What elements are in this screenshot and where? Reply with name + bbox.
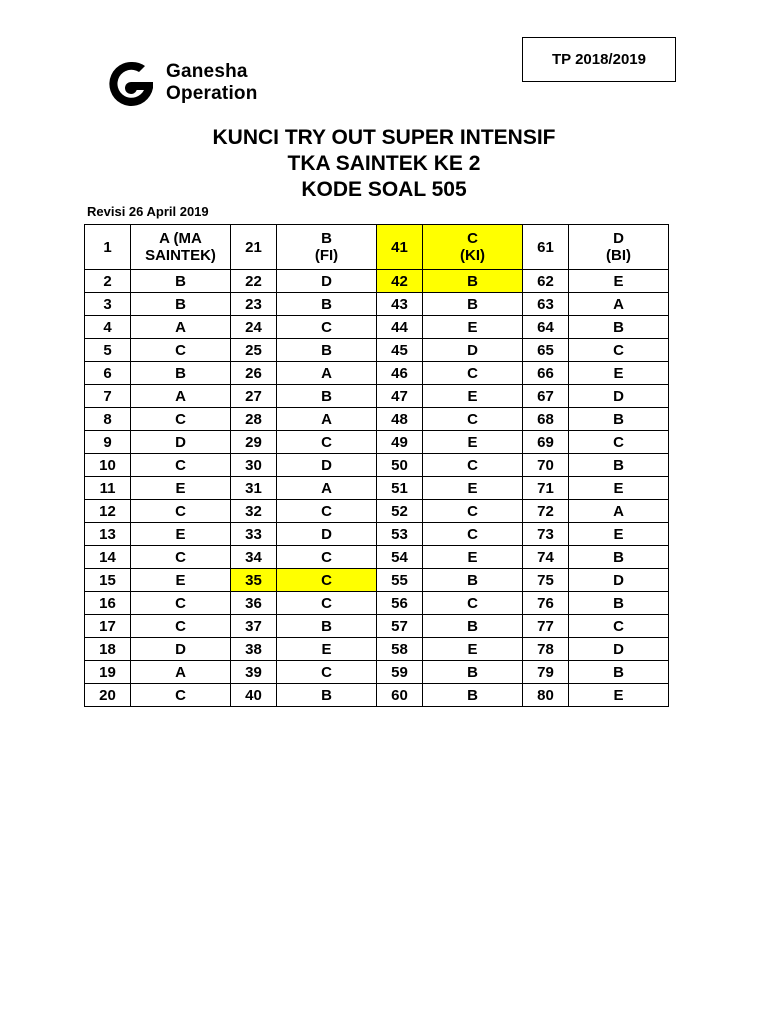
question-number-cell: 43	[377, 293, 423, 316]
answer-cell: C	[131, 684, 231, 707]
answer-cell: D	[131, 638, 231, 661]
question-number-cell: 78	[523, 638, 569, 661]
question-number-cell: 70	[523, 454, 569, 477]
question-number-cell: 27	[231, 385, 277, 408]
question-number-cell: 50	[377, 454, 423, 477]
answer-key-table	[84, 224, 669, 707]
question-number-cell: 8	[85, 408, 131, 431]
question-number-cell: 80	[523, 684, 569, 707]
answer-cell: E	[423, 431, 523, 454]
header-subject-d-line2: (BI)	[606, 247, 631, 264]
answer-cell: E	[131, 569, 231, 592]
question-number-cell: 31	[231, 477, 277, 500]
question-number-cell: 38	[231, 638, 277, 661]
answer-cell: C	[131, 592, 231, 615]
answer-cell: B	[569, 546, 669, 569]
question-number-cell: 68	[523, 408, 569, 431]
answer-cell: C	[277, 569, 377, 592]
ganesha-operation-logo	[103, 58, 273, 110]
answer-cell: A	[131, 385, 231, 408]
title-line3: KODE SOAL 505	[301, 178, 467, 201]
answer-cell: B	[423, 293, 523, 316]
question-number-cell: 73	[523, 523, 569, 546]
table-row	[85, 408, 669, 431]
answer-cell: B	[277, 385, 377, 408]
question-number-cell: 47	[377, 385, 423, 408]
question-number-cell: 39	[231, 661, 277, 684]
header-subject-d-line1: D	[613, 230, 624, 247]
question-number-cell: 54	[377, 546, 423, 569]
question-number-cell: 58	[377, 638, 423, 661]
answer-cell: D	[569, 385, 669, 408]
answer-cell: D	[277, 270, 377, 293]
question-number-cell: 4	[85, 316, 131, 339]
question-number-cell: 63	[523, 293, 569, 316]
answer-cell: E	[569, 523, 669, 546]
table-row	[85, 431, 669, 454]
question-number-cell: 34	[231, 546, 277, 569]
answer-cell: C	[423, 592, 523, 615]
answer-cell: C	[131, 454, 231, 477]
answer-cell: B	[569, 408, 669, 431]
table-row	[85, 270, 669, 293]
title-line2: TKA SAINTEK KE 2	[287, 152, 481, 175]
answer-cell: C	[569, 431, 669, 454]
header-number-1: 1	[85, 225, 131, 270]
answer-cell: C	[569, 615, 669, 638]
answer-cell: C	[277, 592, 377, 615]
answer-cell: A	[569, 500, 669, 523]
answer-cell: B	[423, 684, 523, 707]
answer-cell: A	[277, 408, 377, 431]
question-number-cell: 79	[523, 661, 569, 684]
question-number-cell: 71	[523, 477, 569, 500]
question-number-cell: 52	[377, 500, 423, 523]
answer-cell: D	[131, 431, 231, 454]
question-number-cell: 75	[523, 569, 569, 592]
title-line1: KUNCI TRY OUT SUPER INTENSIF	[212, 126, 556, 149]
question-number-cell: 18	[85, 638, 131, 661]
tp-year-box	[522, 37, 676, 82]
table-row	[85, 546, 669, 569]
table-row	[85, 454, 669, 477]
answer-cell: A	[131, 661, 231, 684]
answer-cell: C	[423, 454, 523, 477]
answer-cell: B	[569, 592, 669, 615]
table-row	[85, 385, 669, 408]
answer-cell: B	[423, 661, 523, 684]
question-number-cell: 23	[231, 293, 277, 316]
question-number-cell: 6	[85, 362, 131, 385]
tp-label: TP 2018/2019	[552, 51, 646, 68]
answer-cell: A	[569, 293, 669, 316]
question-number-cell: 64	[523, 316, 569, 339]
question-number-cell: 40	[231, 684, 277, 707]
table-row	[85, 592, 669, 615]
answer-cell: A	[277, 362, 377, 385]
answer-cell: B	[131, 293, 231, 316]
question-number-cell: 76	[523, 592, 569, 615]
answer-cell: E	[277, 638, 377, 661]
answer-cell: E	[569, 270, 669, 293]
question-number-cell: 72	[523, 500, 569, 523]
question-number-cell: 66	[523, 362, 569, 385]
question-number-cell: 60	[377, 684, 423, 707]
answer-cell: C	[423, 523, 523, 546]
answer-cell: E	[569, 362, 669, 385]
header-subject-c	[423, 225, 523, 270]
table-row	[85, 684, 669, 707]
question-number-cell: 13	[85, 523, 131, 546]
answer-cell: E	[423, 546, 523, 569]
answer-cell: C	[569, 339, 669, 362]
question-number-cell: 56	[377, 592, 423, 615]
answer-cell: D	[569, 569, 669, 592]
question-number-cell: 44	[377, 316, 423, 339]
answer-cell: E	[131, 523, 231, 546]
answer-cell: A	[277, 477, 377, 500]
answer-cell: C	[423, 500, 523, 523]
brand-line2: Operation	[166, 83, 258, 104]
answer-cell: C	[131, 546, 231, 569]
answer-cell: E	[423, 385, 523, 408]
document-title	[0, 125, 768, 203]
revision-note: Revisi 26 April 2019	[87, 204, 209, 219]
answer-cell: D	[277, 454, 377, 477]
answer-cell: B	[277, 293, 377, 316]
question-number-cell: 7	[85, 385, 131, 408]
answer-cell: B	[569, 661, 669, 684]
header-subject-c-line2: (KI)	[460, 247, 485, 264]
answer-cell: C	[277, 661, 377, 684]
brand-name	[166, 61, 258, 105]
question-number-cell: 36	[231, 592, 277, 615]
table-row	[85, 500, 669, 523]
table-header-row	[85, 225, 669, 270]
table-row	[85, 661, 669, 684]
answer-cell: E	[569, 477, 669, 500]
answer-cell: C	[277, 316, 377, 339]
answer-cell: C	[131, 339, 231, 362]
question-number-cell: 35	[231, 569, 277, 592]
question-number-cell: 55	[377, 569, 423, 592]
table-row	[85, 615, 669, 638]
question-number-cell: 48	[377, 408, 423, 431]
table-row	[85, 477, 669, 500]
question-number-cell: 29	[231, 431, 277, 454]
question-number-cell: 19	[85, 661, 131, 684]
question-number-cell: 9	[85, 431, 131, 454]
table-row	[85, 339, 669, 362]
answer-cell: B	[131, 270, 231, 293]
question-number-cell: 65	[523, 339, 569, 362]
answer-cell: B	[277, 339, 377, 362]
question-number-cell: 33	[231, 523, 277, 546]
question-number-cell: 15	[85, 569, 131, 592]
answer-cell: C	[277, 546, 377, 569]
answer-cell: E	[131, 477, 231, 500]
answer-cell: B	[277, 615, 377, 638]
header-subject-d	[569, 225, 669, 270]
answer-cell: C	[131, 615, 231, 638]
question-number-cell: 17	[85, 615, 131, 638]
question-number-cell: 77	[523, 615, 569, 638]
question-number-cell: 14	[85, 546, 131, 569]
answer-cell: B	[277, 684, 377, 707]
header-subject-a-line1: A (MA	[159, 230, 202, 247]
answer-cell: C	[423, 408, 523, 431]
table-row	[85, 293, 669, 316]
header-subject-b-line1: B	[321, 230, 332, 247]
question-number-cell: 26	[231, 362, 277, 385]
question-number-cell: 24	[231, 316, 277, 339]
answer-cell: C	[277, 500, 377, 523]
question-number-cell: 12	[85, 500, 131, 523]
question-number-cell: 25	[231, 339, 277, 362]
answer-cell: D	[569, 638, 669, 661]
answer-cell: C	[131, 408, 231, 431]
header-subject-a-line2: SAINTEK)	[145, 247, 216, 264]
answer-cell: B	[131, 362, 231, 385]
question-number-cell: 46	[377, 362, 423, 385]
header-subject-b	[277, 225, 377, 270]
question-number-cell: 3	[85, 293, 131, 316]
answer-cell: B	[423, 569, 523, 592]
question-number-cell: 69	[523, 431, 569, 454]
answer-cell: C	[277, 431, 377, 454]
answer-cell: B	[569, 454, 669, 477]
question-number-cell: 22	[231, 270, 277, 293]
brand-line1: Ganesha	[166, 61, 248, 82]
table-row	[85, 316, 669, 339]
header-number-61: 61	[523, 225, 569, 270]
question-number-cell: 57	[377, 615, 423, 638]
table-row	[85, 638, 669, 661]
answer-cell: D	[423, 339, 523, 362]
question-number-cell: 5	[85, 339, 131, 362]
question-number-cell: 11	[85, 477, 131, 500]
answer-cell: C	[423, 362, 523, 385]
answer-cell: D	[277, 523, 377, 546]
question-number-cell: 10	[85, 454, 131, 477]
question-number-cell: 20	[85, 684, 131, 707]
question-number-cell: 42	[377, 270, 423, 293]
question-number-cell: 53	[377, 523, 423, 546]
header-subject-a	[131, 225, 231, 270]
question-number-cell: 30	[231, 454, 277, 477]
header-subject-b-line2: (FI)	[314, 247, 339, 264]
answer-cell: B	[423, 615, 523, 638]
question-number-cell: 67	[523, 385, 569, 408]
question-number-cell: 45	[377, 339, 423, 362]
question-number-cell: 28	[231, 408, 277, 431]
question-number-cell: 74	[523, 546, 569, 569]
answer-cell: A	[131, 316, 231, 339]
question-number-cell: 49	[377, 431, 423, 454]
answer-cell: E	[569, 684, 669, 707]
header-number-41: 41	[377, 225, 423, 270]
answer-cell: B	[569, 316, 669, 339]
answer-cell: E	[423, 477, 523, 500]
question-number-cell: 37	[231, 615, 277, 638]
answer-cell: C	[131, 500, 231, 523]
table-row	[85, 362, 669, 385]
question-number-cell: 16	[85, 592, 131, 615]
table-row	[85, 523, 669, 546]
question-number-cell: 51	[377, 477, 423, 500]
table-row	[85, 569, 669, 592]
question-number-cell: 62	[523, 270, 569, 293]
question-number-cell: 32	[231, 500, 277, 523]
header-subject-c-line1: C	[467, 230, 478, 247]
header-number-21: 21	[231, 225, 277, 270]
answer-cell: E	[423, 638, 523, 661]
question-number-cell: 2	[85, 270, 131, 293]
answer-cell: B	[423, 270, 523, 293]
question-number-cell: 59	[377, 661, 423, 684]
answer-cell: E	[423, 316, 523, 339]
ganesha-g-icon	[103, 58, 159, 110]
